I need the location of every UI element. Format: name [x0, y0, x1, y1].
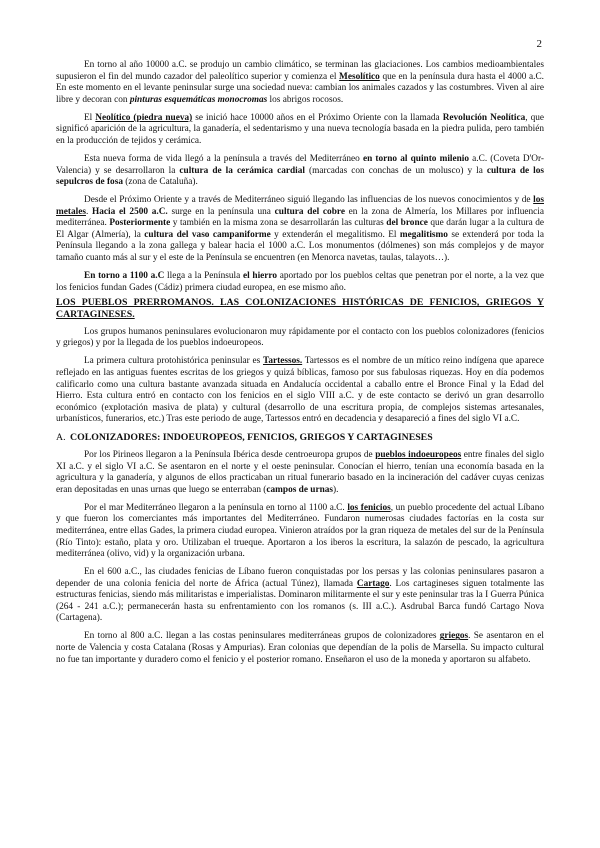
- paragraph-griegos: [56, 631, 544, 666]
- text-run: llega a la Península: [164, 271, 243, 282]
- text-run: . Los cartagineses siguen totalmente las estructuras fenicias, siendo más militaristas e imperialistas. Dominaron militarmente el sur y este peninsular tras la I Guerra Púnica (264 - 241 a.C.); permanecerán hasta su enfrentamiento con los romanos (s. III a.C.). Asdrubal Barca fundó Cartago Nova (Cartagena).: [56, 578, 544, 624]
- bold-text: cultura del cobre: [274, 206, 345, 217]
- text-run: en la zona de Almería, los Millares por influencia mediterránea.: [56, 206, 544, 229]
- text-run: se inició hace 10000 años en el Próximo Oriente con la llamada: [192, 112, 443, 123]
- text-run: ).: [333, 484, 339, 495]
- text-run: y también en la misma zona se desarrollarán las culturas: [170, 218, 387, 229]
- text-run: entre finales del siglo XI a.C. y el siglo VI a.C. Se asentaron en el norte y el oeste peninsular. Conocían el hierro, tenían una economía basada en la agricultura y la ganadería, y algunos de ellos practicaban un ritual funerario basado en la incineración del cadáver cuyas cenizas eran depositadas en unas urnas que luego se enterraban (: [56, 449, 544, 495]
- paragraph-fenicios: [56, 503, 544, 561]
- text-run: que darán lugar a la cultura de El Algar (Almería), la: [56, 218, 545, 240]
- key-term: Mesolítico: [339, 71, 380, 82]
- bold-text: cultura del vaso campaniforme: [144, 229, 271, 240]
- text-run: .: [85, 206, 93, 217]
- text-run: El: [84, 112, 96, 123]
- key-term: Cartago: [356, 578, 390, 589]
- text-run: que en la península dura hasta el 4000 a.C. En este momento en el levante peninsular surge una sociedad nueva: cambian los animales cazados y las costumbres. Viven al aire libre y decoran con: [56, 71, 544, 105]
- bold-text: megalitismo: [399, 229, 448, 240]
- bold-text: en torno al quinto milenio: [362, 153, 470, 164]
- text-run: Desde el Próximo Oriente y a través de Mediterráneo siguió llegando las influencias de los nuevos conocimientos y de: [84, 195, 534, 206]
- key-term: los fenicios: [347, 502, 391, 513]
- bold-text: cultura de la cerámica cardial: [179, 165, 305, 176]
- key-term: los metales: [56, 195, 544, 217]
- subsection-title: COLONIZADORES: INDOEUROPEOS, FENICIOS, GRIEGOS Y CARTAGINESES: [70, 432, 433, 444]
- text-run: Tartessos es el nombre de un mítico reino indígena que aparece reflejado en las antiguas fuentes escritas de los griegos y quizá bíblicas, famoso por sus fabulosas riquezas. Hoy en día podemos calificarlo como una cultura bastante avanzada situada en Andalucía occidental a caballo entre el Bronce Final y la Edad del Hierro. Esta cultura entró en contacto con los fenicios en el siglo VIII a.C. y de este contacto se derivó un gran desarrollo económico (explotación masiva de plata) y cultural (desarrollo de una escritura propia, de complejos sistemas artesanales, urbanísticos, funerarios, etc.) Tras este periodo de auge, Tartessos entró en decadencia y desapareció a fines del siglo VI a.C.: [56, 356, 545, 425]
- bold-text: Posteriormente: [109, 218, 171, 229]
- key-term: Tartessos.: [262, 356, 303, 367]
- paragraph-neolitico-peninsula: [56, 154, 544, 189]
- subsection-heading: [56, 432, 544, 444]
- bold-text: campos de urnas: [266, 484, 334, 495]
- subsection-letter: A.: [56, 432, 66, 444]
- text-run: Por los Pirineos llegaron a la Península Ibérica desde centroeuropa grupos de: [84, 449, 376, 460]
- bold-text: cultura de los sepulcros de fosa: [56, 165, 545, 188]
- bold-text: del bronce: [386, 218, 428, 229]
- bold-text: el hierro: [242, 271, 278, 282]
- paragraph-metales: [56, 195, 544, 265]
- text-run: y extenderán el megalitismo. El: [270, 229, 400, 240]
- key-term: pueblos indoeuropeos: [375, 449, 462, 460]
- bold-text: Revolución Neolítica: [442, 112, 526, 123]
- text-run: , un pueblo procedente del actual Líbano y que fueron los comerciantes más importantes del Mediterráneo. Fundaron numerosas ciudades factorías en la costa sur mediterránea, entre ellas Gades, la primera ciudad europea. Vinieron atraídos por la gran riqueza de metales del sur de la Península (Río Tinto): estaño, plata y oro. Utilizaban el trueque. Aportaron a los iberos la escritura, la salazón de pescado, la agricultura mediterránea (olivo, vid) y la organización urbana.: [56, 502, 544, 560]
- paragraph-neolitico: [56, 113, 544, 148]
- text-run: En torno al 800 a.C. llegan a las costas peninsulares mediterráneas grupos de colonizadores: [84, 631, 440, 642]
- section-heading: LOS PUEBLOS PRERROMANOS. LAS COLONIZACIONES HISTÓRICAS DE FENICIOS, GRIEGOS Y CARTAGINESES.: [56, 297, 544, 321]
- bold-text: Hacia el 2500 a.C.: [92, 206, 168, 217]
- paragraph-cartagineses: [56, 567, 544, 625]
- text-run: a.C. (Coveta D'Or- Valencia) y se desarrollaron la: [56, 153, 544, 176]
- text-run: los abrigos rocosos.: [267, 94, 344, 105]
- text-run: surge en la península una: [167, 206, 275, 217]
- text-run: En el 600 a.C., las ciudades fenicias de Líbano fueron conquistadas por los persas y las colonias peninsulares pasaron a depender de una colonia fenicia del norte de África (actual Túnez), llamada: [56, 567, 544, 589]
- paragraph-hierro: [56, 271, 544, 294]
- bold-text: En torno a 1100 a.C: [84, 271, 165, 282]
- page-number: 2: [536, 38, 542, 50]
- text-run: En torno al año 10000 a.C. se produjo un cambio climático, se terminan las glaciaciones. Los cambios medioambientales supusieron el fin del mundo cazador del paleolítico superior y comienza el: [56, 60, 544, 82]
- text-run: (marcadas con conchas de un molusco) y la: [305, 165, 487, 176]
- text-run: , que significó aparición de la agricultura, la ganadería, el sedentarismo y una nueva tecnología basada en la piedra pulida, pero también en la producción de tejidos y cerámica.: [56, 112, 545, 146]
- paragraph-mesolitico: [56, 60, 544, 106]
- paragraph-grupos-humanos: [56, 327, 544, 350]
- paragraph-indoeuropeos: [56, 450, 544, 496]
- emphasis-text: pinturas esquemáticas monocromas: [129, 94, 268, 105]
- text-run: aportado por los pueblos celtas que penetran por el norte, a la vez que los fenicios fundan Gades (Cádiz) primera ciudad europea, en ese mismo año.: [56, 271, 544, 293]
- text-run: Por el mar Mediterráneo llegaron a la península en torno al 1100 a.C.: [84, 502, 348, 513]
- key-term: Neolítico (piedra nueva): [95, 112, 193, 123]
- text-run: Los grupos humanos peninsulares evolucionaron muy rápidamente por el contacto con los pueblos colonizadores (fenicios y griegos) y por la llegada de los pueblos indoeuropeos.: [56, 326, 544, 349]
- paragraph-tartessos: [56, 356, 544, 426]
- document-body: [56, 60, 544, 673]
- text-run: se extenderá por toda la Península llegando a la zona gallega y balear hacia el 1000 a.C. Los monumentos (dólmenes) son más complejos y de mayor tamaño cuanto más al sur y el este de la Península se encuentren (en Menorca navetas, taulas, talayots…).: [56, 229, 544, 264]
- text-run: Esta nueva forma de vida llegó a la península a través del Mediterráneo: [84, 153, 363, 164]
- text-run: La primera cultura protohistórica peninsular es: [84, 356, 263, 367]
- key-term: griegos: [439, 631, 469, 642]
- text-run: (zona de Cataluña).: [122, 177, 198, 188]
- text-run: . Se asentaron en el norte de Valencia y costa Catalana (Rosas y Ampurias). Eran colonias que dependían de la polis de Marsella. Su impacto cultural no fue tan importante y duradero como el fenicio y el posterior romano. Enseñaron el uso de la moneda y aportaron su alfabeto.: [56, 631, 544, 665]
